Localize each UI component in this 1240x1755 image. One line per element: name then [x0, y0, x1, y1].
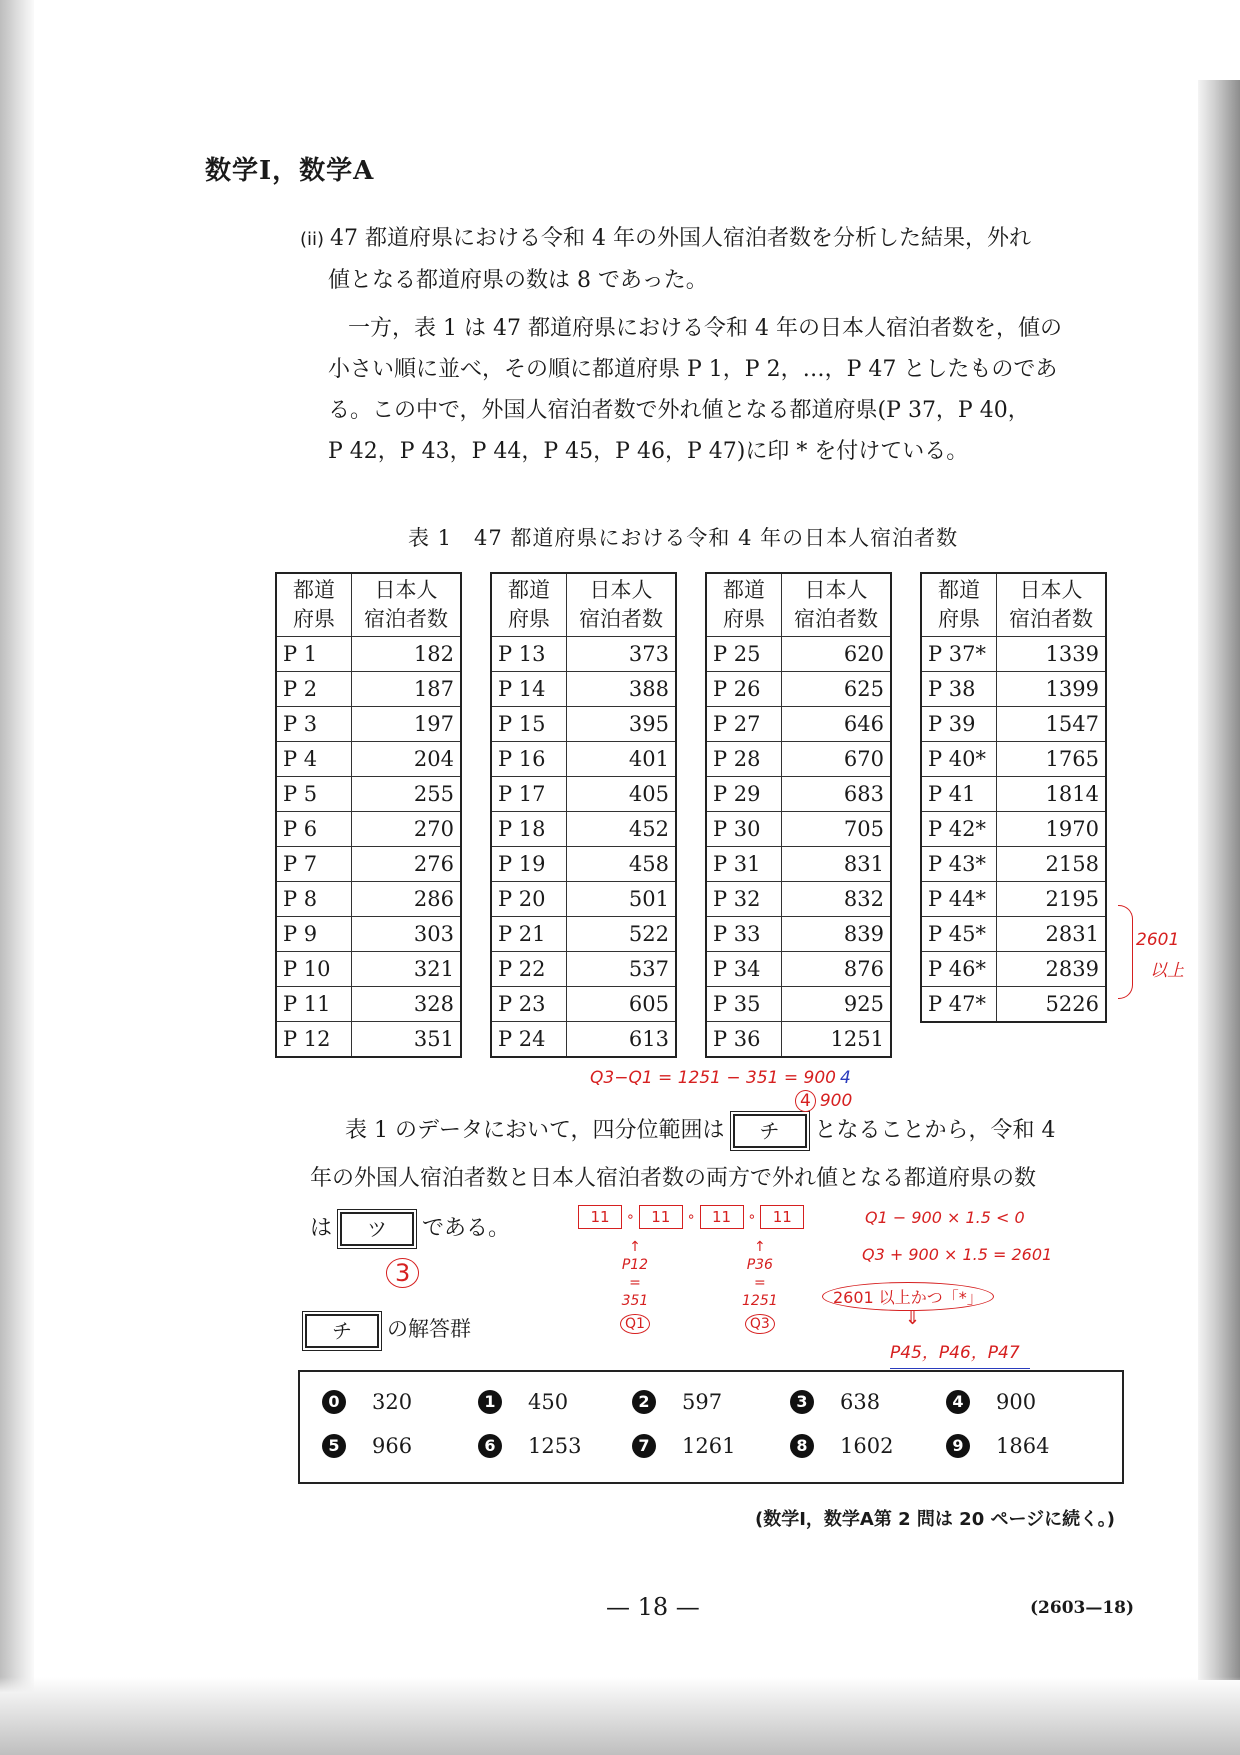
- header-pref-line1: 都道: [508, 578, 550, 602]
- lodgers-cell: 925: [782, 987, 892, 1022]
- prefecture-cell: P 15: [491, 707, 567, 742]
- prefecture-cell: P 45*: [921, 917, 997, 952]
- choice-2: [632, 1390, 722, 1414]
- header-val-line1: 日本人: [804, 578, 868, 602]
- prefecture-cell: P 36: [706, 1022, 782, 1058]
- header-val-line1: 日本人: [589, 578, 653, 602]
- answer-box-tsu[interactable]: ツ: [340, 1212, 414, 1246]
- prefecture-cell: P 46*: [921, 952, 997, 987]
- prefecture-cell: P 21: [491, 917, 567, 952]
- hw-result: P45，P46，P47: [890, 1343, 1020, 1363]
- item-marker: (ii): [300, 229, 325, 250]
- header-pref-line2: 府県: [938, 607, 980, 631]
- lodgers-cell: 2839: [997, 952, 1107, 987]
- lodgers-cell: 1970: [997, 812, 1107, 847]
- hw-p36-stack: [742, 1238, 778, 1334]
- prefecture-cell: P 47*: [921, 987, 997, 1023]
- choices-heading-box: チ: [305, 1314, 379, 1348]
- lodgers-cell: 351: [352, 1022, 462, 1058]
- paragraph-table-intro: [300, 308, 1130, 472]
- hw-mini-box-2: 11: [639, 1205, 683, 1229]
- lodging-table-part-2: [490, 572, 677, 1058]
- lodgers-cell: 1339: [997, 637, 1107, 672]
- page-number: — 18 —: [606, 1593, 700, 1621]
- hw-tsu-circled: 3: [386, 1258, 419, 1288]
- hw-result-underline: [890, 1368, 1030, 1369]
- lodgers-cell: 270: [352, 812, 462, 847]
- choice-7: [632, 1434, 735, 1458]
- choice-value: 1261: [682, 1434, 736, 1458]
- hw-brace-note-2: 以上: [1150, 961, 1184, 981]
- header-pref-line2: 府県: [508, 607, 550, 631]
- answer-choices-group: [298, 1370, 1124, 1484]
- table-row: [491, 707, 676, 742]
- prefecture-cell: P 18: [491, 812, 567, 847]
- table-row: [706, 637, 891, 672]
- hw-iqr-calc: [590, 1068, 851, 1088]
- choice-4: [946, 1390, 1036, 1414]
- hw-iqr-tail: 4: [839, 1068, 851, 1088]
- hw-iqr-formula: Q3−Q1 = 1251 − 351 = 900: [590, 1068, 836, 1088]
- lodgers-cell: 328: [352, 987, 462, 1022]
- question-line-3: [310, 1208, 510, 1250]
- question-text-3b: である。: [422, 1216, 511, 1241]
- lodgers-cell: 187: [352, 672, 462, 707]
- hw-upper-fence: Q3 + 900 × 1.5 = 2601: [862, 1245, 1053, 1264]
- question-text-1b: となることから，令和 4: [814, 1118, 1056, 1143]
- prefecture-cell: P 6: [276, 812, 352, 847]
- choice-mark-4: 4: [946, 1390, 970, 1414]
- table-header-row: [276, 573, 461, 637]
- lodgers-cell: 613: [567, 1022, 677, 1058]
- table-row: [491, 812, 676, 847]
- prefecture-cell: P 26: [706, 672, 782, 707]
- choice-value: 320: [372, 1390, 413, 1414]
- table-row: [706, 847, 891, 882]
- choice-mark-9: 9: [946, 1434, 970, 1458]
- table-row: [491, 847, 676, 882]
- lodgers-cell: 197: [352, 707, 462, 742]
- hw-q1-label: Q1: [620, 1314, 650, 1334]
- prefecture-cell: P 25: [706, 637, 782, 672]
- question-text-1a: 表 1 のデータにおいて，四分位範囲は: [345, 1118, 725, 1143]
- table-row: [921, 672, 1106, 707]
- choice-value: 966: [372, 1434, 413, 1458]
- table-header-row: [921, 573, 1106, 637]
- prefecture-cell: P 5: [276, 777, 352, 812]
- hw-condition: 2601 以上かつ「*」: [822, 1282, 994, 1311]
- lodgers-cell: 839: [782, 917, 892, 952]
- header-pref-line1: 都道: [938, 578, 980, 602]
- prefecture-cell: P 9: [276, 917, 352, 952]
- hw-sep-3: ∘: [747, 1209, 757, 1225]
- table-row: [276, 917, 461, 952]
- table-row: [276, 812, 461, 847]
- header-prefecture: [276, 573, 352, 637]
- table-row: [706, 987, 891, 1022]
- prefecture-cell: P 11: [276, 987, 352, 1022]
- lodgers-cell: 605: [567, 987, 677, 1022]
- prefecture-cell: P 10: [276, 952, 352, 987]
- prefecture-cell: P 44*: [921, 882, 997, 917]
- choice-mark-8: 8: [790, 1434, 814, 1458]
- prefecture-cell: P 3: [276, 707, 352, 742]
- table-row: [491, 1022, 676, 1058]
- prefecture-cell: P 34: [706, 952, 782, 987]
- table-row: [276, 987, 461, 1022]
- prefecture-cell: P 19: [491, 847, 567, 882]
- lodgers-cell: 286: [352, 882, 462, 917]
- lodging-table-part-4: [920, 572, 1107, 1023]
- choice-value: 638: [840, 1390, 881, 1414]
- table-row: [706, 777, 891, 812]
- lodgers-cell: 255: [352, 777, 462, 812]
- prefecture-cell: P 20: [491, 882, 567, 917]
- prefecture-cell: P 4: [276, 742, 352, 777]
- lodgers-cell: 705: [782, 812, 892, 847]
- header-pref-line1: 都道: [293, 578, 335, 602]
- choice-6: [478, 1434, 581, 1458]
- table-row: [276, 777, 461, 812]
- header-lodgers: [567, 573, 677, 637]
- prefecture-cell: P 37*: [921, 637, 997, 672]
- table-row: [706, 707, 891, 742]
- table-row: [276, 707, 461, 742]
- table-header-row: [706, 573, 891, 637]
- lodgers-cell: 876: [782, 952, 892, 987]
- table-row: [491, 882, 676, 917]
- header-val-line1: 日本人: [1019, 578, 1083, 602]
- lodgers-cell: 832: [782, 882, 892, 917]
- table-row: [276, 1022, 461, 1058]
- hw-p12: P12: [621, 1257, 649, 1273]
- lodgers-cell: 625: [782, 672, 892, 707]
- scan-shadow-left: [0, 0, 34, 1755]
- lodgers-cell: 321: [352, 952, 462, 987]
- prefecture-cell: P 8: [276, 882, 352, 917]
- header-val-line2: 宿泊者数: [364, 607, 448, 631]
- header-prefecture: [706, 573, 782, 637]
- answer-box-chi[interactable]: チ: [733, 1114, 807, 1148]
- prefecture-cell: P 17: [491, 777, 567, 812]
- header-prefecture: [491, 573, 567, 637]
- hw-circled-mark: 4: [795, 1090, 816, 1112]
- header-pref-line1: 都道: [723, 578, 765, 602]
- lodgers-cell: 452: [567, 812, 677, 847]
- prefecture-cell: P 1: [276, 637, 352, 672]
- hw-iqr-answer-value: 900: [819, 1091, 853, 1111]
- prefecture-cell: P 12: [276, 1022, 352, 1058]
- choice-1: [478, 1390, 568, 1414]
- lodgers-cell: 537: [567, 952, 677, 987]
- page-code: (2603—18): [1030, 1598, 1135, 1618]
- prefecture-cell: P 31: [706, 847, 782, 882]
- subject-header: 数学Ⅰ，数学A: [205, 156, 375, 186]
- table-row: [706, 917, 891, 952]
- lodgers-cell: 373: [567, 637, 677, 672]
- lodgers-cell: 276: [352, 847, 462, 882]
- lodgers-cell: 1765: [997, 742, 1107, 777]
- header-pref-line2: 府県: [723, 607, 765, 631]
- table-row: [276, 672, 461, 707]
- lodgers-cell: 401: [567, 742, 677, 777]
- hw-down-arrow: ⇓: [905, 1308, 921, 1329]
- header-lodgers: [997, 573, 1107, 637]
- prefecture-cell: P 39: [921, 707, 997, 742]
- prefecture-cell: P 27: [706, 707, 782, 742]
- header-lodgers: [782, 573, 892, 637]
- lodging-table-part-3: [705, 572, 892, 1058]
- choice-value: 1864: [996, 1434, 1050, 1458]
- choice-mark-6: 6: [478, 1434, 502, 1458]
- lodgers-cell: 5226: [997, 987, 1107, 1023]
- prefecture-cell: P 2: [276, 672, 352, 707]
- choice-mark-3: 3: [790, 1390, 814, 1414]
- prefecture-cell: P 43*: [921, 847, 997, 882]
- choice-9: [946, 1434, 1049, 1458]
- table-row: [921, 637, 1106, 672]
- table-row: [921, 917, 1106, 952]
- table-row: [921, 847, 1106, 882]
- hw-mini-box-4: 11: [760, 1205, 804, 1229]
- lodgers-cell: 405: [567, 777, 677, 812]
- hw-brace-note-1: 2601: [1136, 930, 1180, 950]
- table-row: [921, 777, 1106, 812]
- prefecture-cell: P 30: [706, 812, 782, 847]
- header-lodgers: [352, 573, 462, 637]
- table-header-row: [491, 573, 676, 637]
- lodgers-cell: 1251: [782, 1022, 892, 1058]
- table-row: [921, 742, 1106, 777]
- para1-line2: 値となる都道府県の数は 8 であった。: [328, 268, 708, 293]
- prefecture-cell: P 14: [491, 672, 567, 707]
- prefecture-cell: P 38: [921, 672, 997, 707]
- hw-sep-1: ∘: [626, 1209, 635, 1225]
- hw-mini-box-1: 11: [578, 1205, 622, 1229]
- para2-line2: 小さい順に並べ，その順に都道府県 P 1，P 2，…，P 47 としたものであ: [328, 357, 1058, 382]
- question-line-1: [345, 1110, 1056, 1152]
- hw-lower-fence: Q1 − 900 × 1.5 < 0: [865, 1208, 1025, 1227]
- lodgers-cell: 683: [782, 777, 892, 812]
- prefecture-cell: P 32: [706, 882, 782, 917]
- prefecture-cell: P 23: [491, 987, 567, 1022]
- lodgers-cell: 1547: [997, 707, 1107, 742]
- prefecture-cell: P 22: [491, 952, 567, 987]
- hw-sep-2: ∘: [686, 1209, 696, 1225]
- table-row: [491, 987, 676, 1022]
- choice-8: [790, 1434, 893, 1458]
- table-row: [706, 882, 891, 917]
- prefecture-cell: P 24: [491, 1022, 567, 1058]
- choice-5: [322, 1434, 412, 1458]
- prefecture-cell: P 41: [921, 777, 997, 812]
- table-row: [706, 672, 891, 707]
- lodgers-cell: 831: [782, 847, 892, 882]
- lodgers-cell: 204: [352, 742, 462, 777]
- table-caption: 表 1 47 都道府県における令和 4 年の日本人宿泊者数: [408, 526, 959, 550]
- scan-shadow-bottom: [0, 1677, 1240, 1755]
- header-prefecture: [921, 573, 997, 637]
- hw-p36-val: 1251: [742, 1293, 778, 1309]
- lodging-table-part-1: [275, 572, 462, 1058]
- table-row: [921, 812, 1106, 847]
- lodgers-cell: 670: [782, 742, 892, 777]
- table-row: [276, 882, 461, 917]
- prefecture-cell: P 16: [491, 742, 567, 777]
- para2-line4: P 42，P 43，P 44，P 45，P 46，P 47)に印 * を付けている。: [328, 439, 969, 464]
- hw-quartile-diagram: [578, 1205, 804, 1229]
- table-row: [491, 742, 676, 777]
- table-row: [921, 952, 1106, 987]
- prefecture-cell: P 7: [276, 847, 352, 882]
- choice-value: 1602: [840, 1434, 894, 1458]
- table-row: [276, 952, 461, 987]
- prefecture-cell: P 28: [706, 742, 782, 777]
- hw-p12-stack: [620, 1238, 650, 1334]
- lodgers-cell: 388: [567, 672, 677, 707]
- paragraph-outlier-count: [300, 218, 1130, 301]
- table-row: [921, 707, 1106, 742]
- header-val-line2: 宿泊者数: [794, 607, 878, 631]
- prefecture-cell: P 42*: [921, 812, 997, 847]
- table-row: [706, 742, 891, 777]
- table-row: [276, 637, 461, 672]
- choice-value: 900: [996, 1390, 1037, 1414]
- table-row: [706, 952, 891, 987]
- lodgers-cell: 620: [782, 637, 892, 672]
- hw-mini-box-3: 11: [700, 1205, 744, 1229]
- choice-mark-5: 5: [322, 1434, 346, 1458]
- table-row: [491, 952, 676, 987]
- table-row: [276, 742, 461, 777]
- lodgers-cell: 458: [567, 847, 677, 882]
- lodgers-cell: 646: [782, 707, 892, 742]
- choice-mark-7: 7: [632, 1434, 656, 1458]
- hw-tsu-answer: [386, 1258, 419, 1288]
- hw-p36: P36: [746, 1257, 773, 1273]
- para2-line3: る。この中で，外国人宿泊者数で外れ値となる都道府県(P 37，P 40，: [328, 398, 1030, 423]
- choice-mark-0: 0: [322, 1390, 346, 1414]
- table-row: [491, 672, 676, 707]
- table-row: [921, 882, 1106, 917]
- hw-p12-val: 351: [621, 1293, 649, 1309]
- lodgers-cell: 522: [567, 917, 677, 952]
- scan-shadow-right: [1198, 80, 1240, 1680]
- hw-iqr-answer: [795, 1090, 852, 1112]
- prefecture-cell: P 13: [491, 637, 567, 672]
- table-row: [921, 987, 1106, 1023]
- choice-3: [790, 1390, 880, 1414]
- hw-p36-eq: =: [753, 1275, 766, 1291]
- table-row: [706, 1022, 891, 1058]
- choices-heading: [305, 1313, 471, 1348]
- header-pref-line2: 府県: [293, 607, 335, 631]
- lodgers-cell: 182: [352, 637, 462, 672]
- lodgers-cell: 501: [567, 882, 677, 917]
- prefecture-cell: P 35: [706, 987, 782, 1022]
- para1-line1: 47 都道府県における令和 4 年の外国人宿泊者数を分析した結果，外れ: [330, 226, 1032, 251]
- prefecture-cell: P 33: [706, 917, 782, 952]
- continue-note: (数学Ⅰ，数学A第 2 問は 20 ページに続く。): [755, 1509, 1115, 1530]
- lodgers-cell: 2158: [997, 847, 1107, 882]
- prefecture-cell: P 40*: [921, 742, 997, 777]
- para2-line1: 一方，表 1 は 47 都道府県における令和 4 年の日本人宿泊者数を，値の: [348, 316, 1062, 341]
- hw-brace: [1118, 905, 1133, 999]
- hw-up-arrow-2: ↑: [753, 1239, 766, 1255]
- choice-0: [322, 1390, 412, 1414]
- choices-heading-text: の解答群: [387, 1317, 471, 1341]
- choice-mark-2: 2: [632, 1390, 656, 1414]
- lodgers-cell: 1399: [997, 672, 1107, 707]
- question-line-2: 年の外国人宿泊者数と日本人宿泊者数の両方で外れ値となる都道府県の数: [310, 1166, 1037, 1191]
- hw-up-arrow-1: ↑: [629, 1239, 641, 1255]
- table-row: [491, 637, 676, 672]
- lodgers-cell: 395: [567, 707, 677, 742]
- hw-p12-eq: =: [629, 1275, 641, 1291]
- lodgers-cell: 2831: [997, 917, 1107, 952]
- lodgers-cell: 303: [352, 917, 462, 952]
- choice-value: 1253: [528, 1434, 582, 1458]
- lodgers-cell: 1814: [997, 777, 1107, 812]
- choice-value: 450: [528, 1390, 569, 1414]
- table-row: [491, 917, 676, 952]
- header-val-line2: 宿泊者数: [579, 607, 663, 631]
- header-val-line2: 宿泊者数: [1009, 607, 1093, 631]
- header-val-line1: 日本人: [374, 578, 438, 602]
- choice-value: 597: [682, 1390, 723, 1414]
- prefecture-cell: P 29: [706, 777, 782, 812]
- table-row: [491, 777, 676, 812]
- lodgers-cell: 2195: [997, 882, 1107, 917]
- table-row: [276, 847, 461, 882]
- choice-mark-1: 1: [478, 1390, 502, 1414]
- question-text-3a: は: [310, 1216, 333, 1241]
- hw-q3-label: Q3: [745, 1314, 775, 1334]
- table-row: [706, 812, 891, 847]
